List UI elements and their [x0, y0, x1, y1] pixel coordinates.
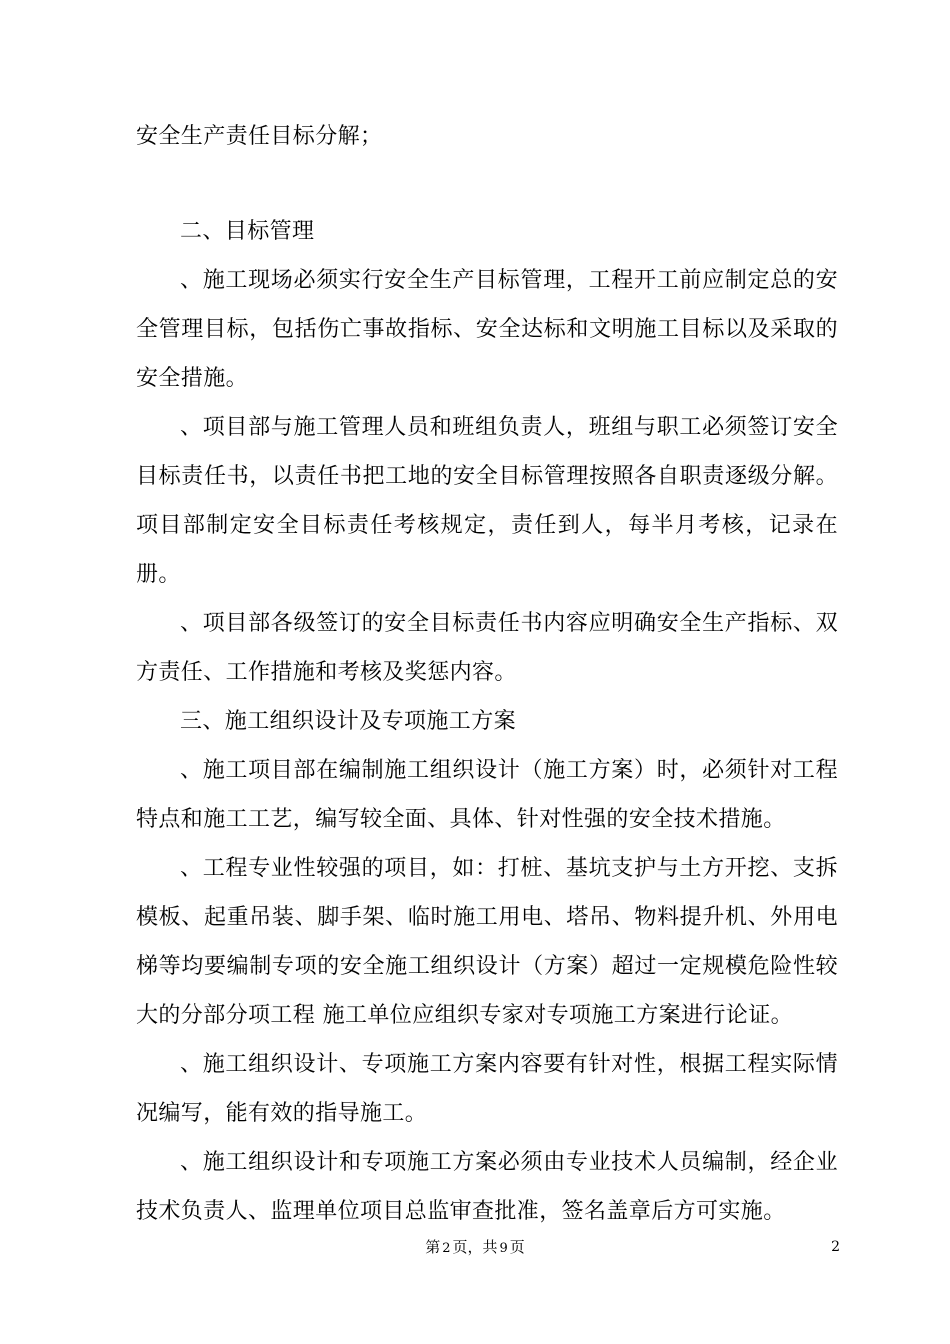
page-number: 2 [831, 1239, 840, 1255]
page-footer [0, 1237, 950, 1259]
paragraph-spacer [136, 161, 838, 207]
paragraph-item: 、施工现场必须实行安全生产目标管理，工程开工前应制定总的安全管理目标，包括伤亡事故指标、安全达标和文明施工目标以及采取的安全措施。 [136, 268, 838, 391]
paragraph-item: 、施工组织设计、专项施工方案内容要有针对性，根据工程实际情况编写，能有效的指导施工。 [136, 1052, 838, 1126]
paragraph-item: 、项目部各级签订的安全目标责任书内容应明确安全生产指标、双方责任、工作措施和考核及奖惩内容。 [136, 611, 838, 685]
footer-suffix: 页 [509, 1238, 525, 1256]
footer-current-page: 2 [442, 1241, 451, 1256]
footer-total-pages: 9 [499, 1241, 508, 1256]
paragraph-continuation: 安全生产责任目标分解； [136, 124, 383, 149]
paragraph-item: 、工程专业性较强的项目，如：打桩、基坑支护与土方开挖、支拆模板、起重吊装、脚手架、临时施工用电、塔吊、物料提升机、外用电梯等均要编制专项的安全施工组织设计（方案）超过一定规模危险性较大的分部分项工程 施工单位应组织专家对专项施工方案进行论证。 [136, 856, 838, 1028]
section-heading-construction-design: 三、施工组织设计及专项施工方案 [180, 709, 517, 734]
footer-prefix: 第 [425, 1238, 441, 1256]
document-body [136, 112, 838, 1236]
paragraph-item: 、项目部与施工管理人员和班组负责人，班组与职工必须签订安全目标责任书，以责任书把工地的安全目标管理按照各自职责逐级分解。项目部制定安全目标责任考核规定，责任到人，每半月考核，记录在册。 [136, 415, 838, 587]
section-heading-target-management: 二、目标管理 [180, 219, 315, 244]
paragraph-item: 、施工项目部在编制施工组织设计（施工方案）时，必须针对工程特点和施工工艺，编写较全面、具体、针对性强的安全技术措施。 [136, 758, 838, 832]
footer-middle: 页，共 [452, 1238, 498, 1256]
paragraph-item: 、施工组织设计和专项施工方案必须由专业技术人员编制，经企业技术负责人、监理单位项目总监审查批准，签名盖章后方可实施。 [136, 1150, 838, 1224]
